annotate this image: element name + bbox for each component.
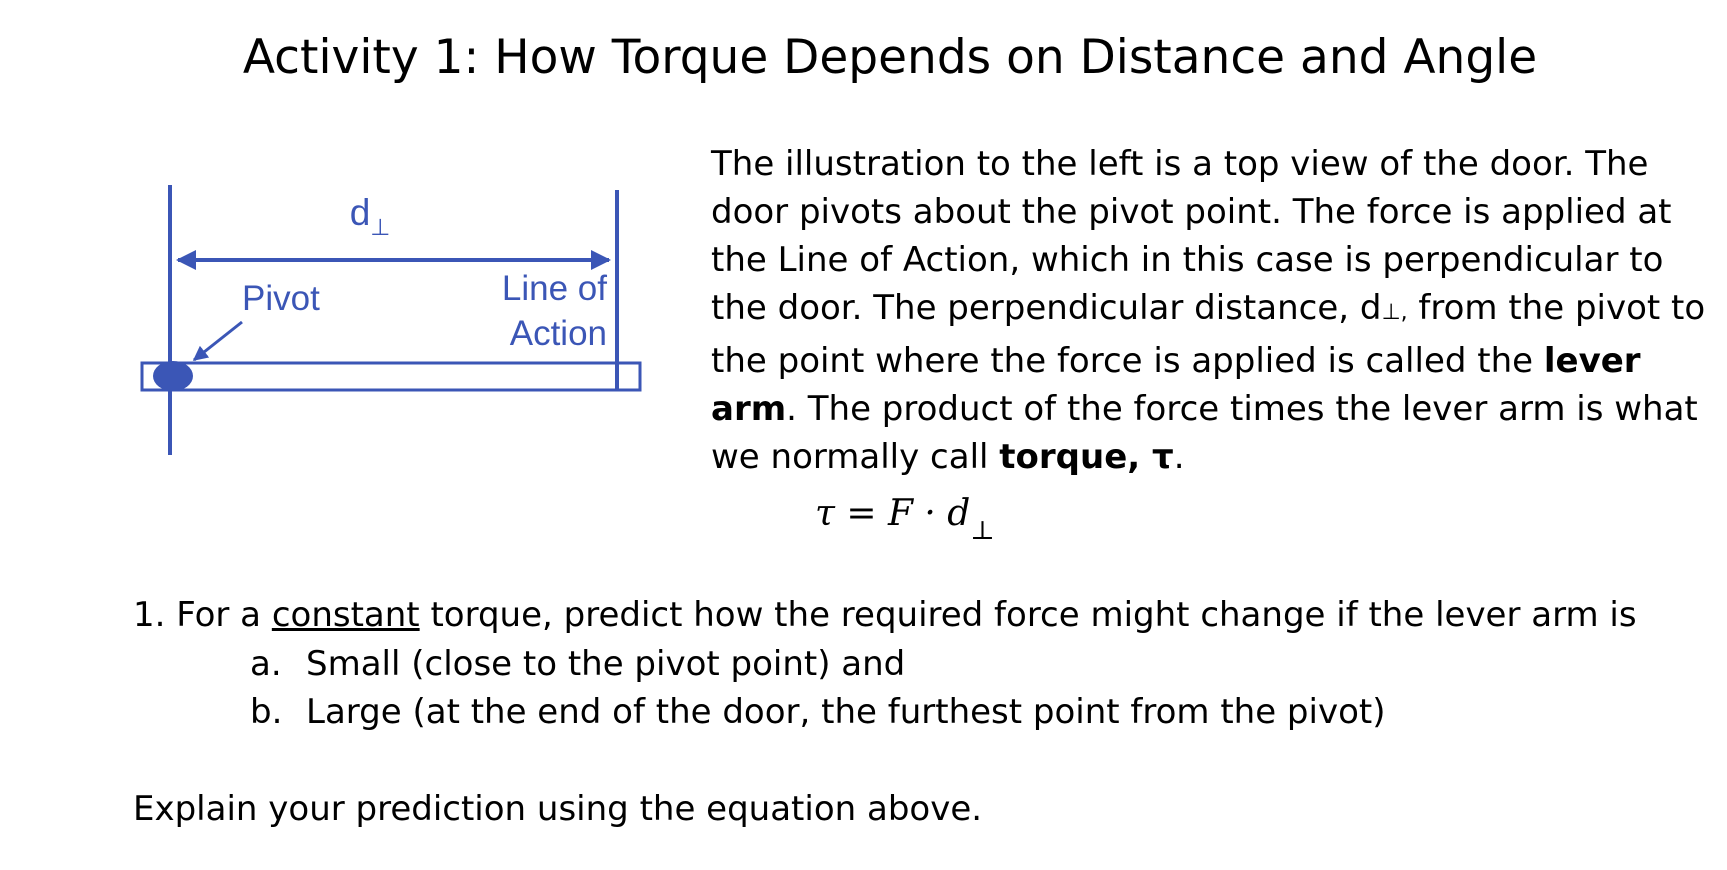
line-of-action-label-2: Action	[509, 314, 607, 353]
torque-term: torque, τ	[999, 437, 1174, 477]
page-title: Activity 1: How Torque Depends on Distance and Angle	[242, 30, 1538, 85]
lever-arm-term: lever arm	[711, 341, 1641, 429]
pivot-point	[153, 361, 193, 391]
door-bar	[142, 363, 640, 390]
pivot-pointer	[194, 322, 242, 360]
option-b: b. Large (at the end of the door, the furthest point from the pivot)	[250, 692, 1386, 732]
pivot-label: Pivot	[242, 279, 320, 318]
distance-label: $d_\perp$	[349, 192, 391, 240]
door-top-view-diagram	[120, 170, 660, 470]
torque-equation: $\tau = F \cdot d_\perp$	[815, 493, 995, 546]
line-of-action-label-1: Line of	[501, 269, 607, 308]
explain-prompt: Explain your prediction using the equation above.	[133, 789, 983, 829]
question-1: 1. For a constant torque, predict how the required force might change if the lever arm is	[133, 595, 1637, 635]
description-paragraph: The illustration to the left is a top view of the door. The door pivots about the pivot point. The force is applied at the Line of Action, which in this case is perpendicular to the door. The perpendicular distance, d⊥, from the pivot to the point where the force is applied is called the lever arm. The product of the force times the lever arm is what we normally call torque, τ.	[711, 144, 1706, 477]
option-a: a. Small (close to the pivot point) and	[250, 644, 906, 684]
